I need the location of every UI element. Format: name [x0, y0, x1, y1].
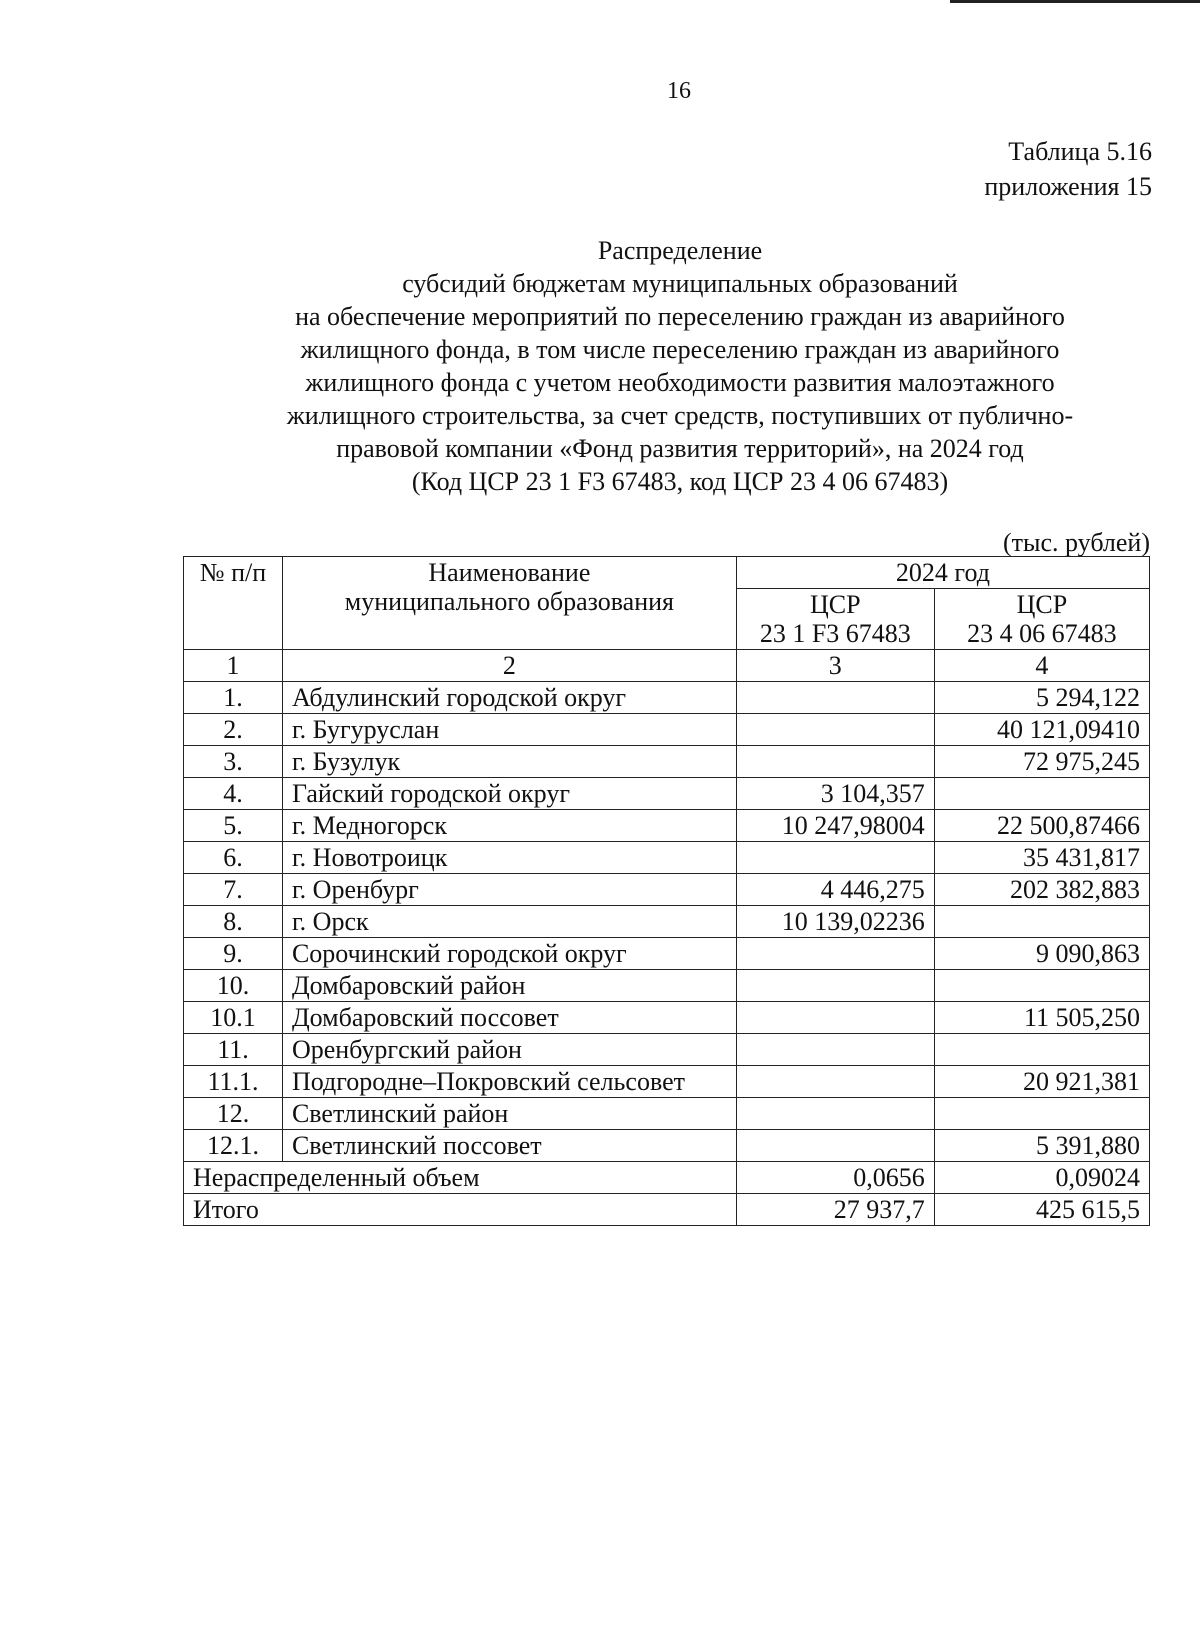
row-number: 12.1. [184, 1130, 283, 1162]
table-row [184, 938, 1150, 970]
table-label [984, 134, 1152, 204]
title-line: жилищного фонда с учетом необходимости развития малоэтажного [305, 368, 1055, 397]
title-line: (Код ЦСР 23 1 F3 67483, код ЦСР 23 4 06 67483) [411, 467, 949, 496]
row-name: г. Бузулук [282, 746, 736, 778]
header-name-line2: муниципального образования [344, 587, 674, 616]
header-col3-line2: 23 1 F3 67483 [759, 619, 911, 648]
row-name: Домбаровский поссовет [282, 1002, 736, 1034]
table-row [184, 1098, 1150, 1130]
table-row [184, 1066, 1150, 1098]
row-value-col3 [736, 714, 934, 746]
row-number: 11.1. [184, 1066, 283, 1098]
column-index: 1 [184, 650, 283, 682]
row-value-col3: 4 446,275 [736, 874, 934, 906]
row-number: 1. [184, 682, 283, 714]
header-col4 [934, 589, 1149, 650]
row-name: г. Новотроицк [282, 842, 736, 874]
row-number: 11. [184, 1034, 283, 1066]
row-value-col4: 20 921,381 [934, 1066, 1149, 1098]
row-value-col3 [736, 842, 934, 874]
row-number: 3. [184, 746, 283, 778]
row-name: Домбаровский район [282, 970, 736, 1002]
row-value-col3 [736, 1066, 934, 1098]
table-row [184, 1002, 1150, 1034]
table-label-line1: Таблица 5.16 [1008, 137, 1152, 166]
row-number: 6. [184, 842, 283, 874]
row-name: г. Медногорск [282, 810, 736, 842]
header-num: № п/п [184, 557, 283, 650]
row-name: Светлинский район [282, 1098, 736, 1130]
row-number: 7. [184, 874, 283, 906]
document-title [230, 234, 1130, 498]
header-name-line1: Наименование [428, 558, 591, 587]
table-row [184, 714, 1150, 746]
row-name: г. Оренбург [282, 874, 736, 906]
row-value-col4: 40 121,09410 [934, 714, 1149, 746]
row-name: Подгородне–Покровский сельсовет [282, 1066, 736, 1098]
row-value-col3 [736, 746, 934, 778]
units-label: (тыс. рублей) [1002, 528, 1150, 557]
table-row [184, 778, 1150, 810]
title-line: правовой компании «Фонд развития территорий», на 2024 год [336, 434, 1024, 463]
header-col4-line2: 23 4 06 67483 [967, 619, 1117, 648]
column-index: 3 [736, 650, 934, 682]
header-name [282, 557, 736, 650]
unallocated-row-value-col3: 0,0656 [736, 1162, 934, 1194]
row-name: Абдулинский городской округ [282, 682, 736, 714]
unallocated-row-value-col4: 0,09024 [934, 1162, 1149, 1194]
table-row [184, 906, 1150, 938]
table-row [184, 1130, 1150, 1162]
row-value-col3: 10 247,98004 [736, 810, 934, 842]
total-row-value-col3: 27 937,7 [736, 1194, 934, 1226]
column-index: 2 [282, 650, 736, 682]
subsidy-table [183, 556, 1150, 1226]
row-value-col4 [934, 906, 1149, 938]
title-line: жилищного строительства, за счет средств, поступивших от публично- [286, 401, 1074, 430]
top-rule [950, 0, 1200, 3]
header-col4-line1: ЦСР [1016, 590, 1068, 619]
title-line: на обеспечение мероприятий по переселению граждан из аварийного [295, 302, 1065, 331]
row-number: 8. [184, 906, 283, 938]
table-row [184, 970, 1150, 1002]
table-row [184, 842, 1150, 874]
row-value-col3: 10 139,02236 [736, 906, 934, 938]
row-value-col3 [736, 1034, 934, 1066]
row-number: 12. [184, 1098, 283, 1130]
row-value-col3 [736, 682, 934, 714]
header-row [184, 557, 1150, 589]
row-value-col4: 72 975,245 [934, 746, 1149, 778]
row-value-col3 [736, 938, 934, 970]
column-index-row [184, 650, 1150, 682]
row-name: Светлинский поссовет [282, 1130, 736, 1162]
row-value-col3 [736, 1130, 934, 1162]
row-value-col4 [934, 1098, 1149, 1130]
row-number: 4. [184, 778, 283, 810]
header-year: 2024 год [736, 557, 1149, 589]
unallocated-row-label: Нераспределенный объем [184, 1162, 737, 1194]
row-value-col3 [736, 1002, 934, 1034]
row-value-col3 [736, 970, 934, 1002]
column-index: 4 [934, 650, 1149, 682]
row-name: г. Бугуруслан [282, 714, 736, 746]
table-row [184, 810, 1150, 842]
table-row [184, 682, 1150, 714]
row-value-col4 [934, 1034, 1149, 1066]
row-value-col4: 11 505,250 [934, 1002, 1149, 1034]
table-row [184, 746, 1150, 778]
row-name: Сорочинский городской округ [282, 938, 736, 970]
title-line: субсидий бюджетам муниципальных образований [402, 269, 958, 298]
row-value-col4: 5 294,122 [934, 682, 1149, 714]
row-value-col4: 22 500,87466 [934, 810, 1149, 842]
table-row [184, 1034, 1150, 1066]
row-number: 10.1 [184, 1002, 283, 1034]
row-number: 9. [184, 938, 283, 970]
total-row [184, 1194, 1150, 1226]
row-number: 2. [184, 714, 283, 746]
title-line: жилищного фонда, в том числе переселению граждан из аварийного [300, 335, 1060, 364]
table-row [184, 874, 1150, 906]
table-body [184, 650, 1150, 1226]
row-value-col3 [736, 1098, 934, 1130]
row-number: 10. [184, 970, 283, 1002]
row-value-col4: 9 090,863 [934, 938, 1149, 970]
row-value-col4 [934, 970, 1149, 1002]
row-number: 5. [184, 810, 283, 842]
header-col3 [736, 589, 934, 650]
row-value-col4 [934, 778, 1149, 810]
row-name: г. Орск [282, 906, 736, 938]
total-row-value-col4: 425 615,5 [934, 1194, 1149, 1226]
title-line: Распределение [597, 236, 763, 265]
row-value-col4: 35 431,817 [934, 842, 1149, 874]
row-value-col4: 5 391,880 [934, 1130, 1149, 1162]
header-col3-line1: ЦСР [810, 590, 861, 619]
page-number: 16 [667, 78, 691, 104]
row-name: Оренбургский район [282, 1034, 736, 1066]
total-row-label: Итого [184, 1194, 737, 1226]
table-label-line2: приложения 15 [984, 172, 1152, 201]
row-value-col3: 3 104,357 [736, 778, 934, 810]
unallocated-row [184, 1162, 1150, 1194]
row-value-col4: 202 382,883 [934, 874, 1149, 906]
row-name: Гайский городской округ [282, 778, 736, 810]
